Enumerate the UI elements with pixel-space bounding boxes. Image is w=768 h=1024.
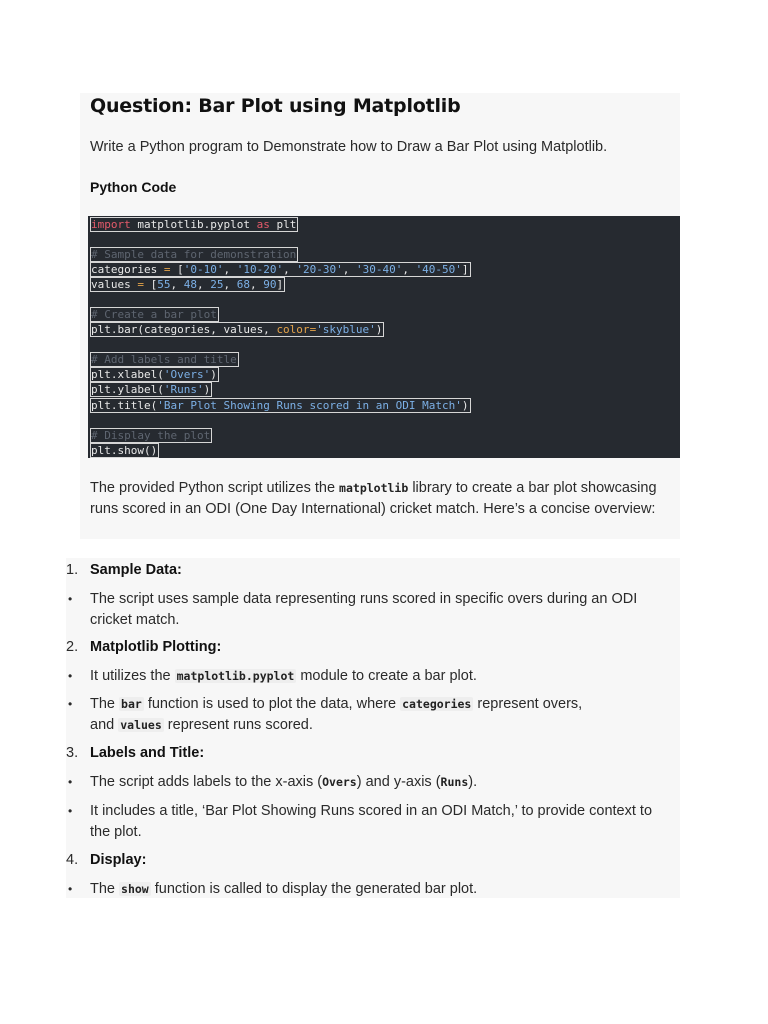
- code-line: plt.bar(categories, values, color='skyblue'): [91, 323, 383, 336]
- inline-code: values: [120, 717, 162, 732]
- list-item: • The bar function is used to plot the data, where categories represent overs, and values represent runs scored.: [68, 696, 583, 733]
- inline-code: Overs: [322, 775, 357, 789]
- list-step: [66, 637, 675, 658]
- bullet-icon: •: [68, 775, 73, 789]
- step-number: 1.: [66, 562, 79, 578]
- code-line: plt.title('Bar Plot Showing Runs scored in an ODI Match'): [91, 399, 469, 412]
- code-comment: # Sample data for demonstration: [91, 248, 297, 261]
- bullet-icon: •: [68, 669, 73, 683]
- summary-paragraph: The provided Python script utilizes the matplotlib library to create a bar plot showcasing runs scored in an ODI (One Day International) cricket match. Here’s a concise overview:: [90, 480, 657, 517]
- inline-code: matplotlib: [339, 481, 409, 495]
- step-number: 3.: [66, 745, 79, 761]
- step-title: Matplotlib Plotting:: [90, 639, 222, 655]
- bullet-icon: •: [68, 697, 73, 711]
- code-line: plt.show(): [91, 444, 158, 457]
- list-step: [66, 743, 675, 764]
- question-text: Write a Python program to Demonstrate how to Draw a Bar Plot using Matplotlib.: [90, 139, 608, 155]
- inline-code: categories: [402, 697, 472, 711]
- step-number: 2.: [66, 639, 79, 655]
- step-title: Labels and Title:: [90, 745, 205, 761]
- code-line: values = [55, 48, 25, 68, 90]: [91, 278, 284, 291]
- code-comment: # Create a bar plot: [91, 308, 217, 321]
- list-item: • The script uses sample data representing runs scored in specific overs during an ODI cricket match.: [68, 591, 638, 628]
- code-line: categories = ['0-10', '10-20', '20-30', '30-40', '40-50']: [91, 263, 469, 276]
- code-comment: # Display the plot: [91, 429, 211, 442]
- code-heading: Python Code: [90, 179, 177, 195]
- list-item: • The show function is called to display the generated bar plot.: [90, 879, 675, 900]
- step-title: Sample Data:: [90, 562, 182, 578]
- code-line: plt.xlabel('Overs'): [91, 368, 217, 381]
- page-title: Question: Bar Plot using Matplotlib: [90, 95, 461, 117]
- code-line: import matplotlib.pyplot as plt: [91, 218, 297, 231]
- list-step: [66, 850, 675, 871]
- step-title: Display:: [90, 852, 147, 868]
- inline-code: Runs: [440, 775, 469, 789]
- bullet-icon: •: [68, 804, 73, 818]
- code-comment: # Add labels and title: [91, 353, 237, 366]
- inline-code: show: [121, 882, 149, 896]
- list-item: • It includes a title, ‘Bar Plot Showing Runs scored in an ODI Match,’ to provide context to the plot.: [68, 803, 653, 840]
- step-number: 4.: [66, 852, 79, 868]
- inline-code: bar: [121, 697, 142, 711]
- inline-code: matplotlib.pyplot: [176, 669, 295, 683]
- list-item: • The script adds labels to the x-axis (Overs) and y-axis (Runs).: [90, 772, 675, 793]
- list-item: • It utilizes the matplotlib.pyplot module to create a bar plot.: [90, 666, 675, 687]
- list-step: [66, 560, 675, 581]
- bullet-icon: •: [68, 592, 73, 606]
- bullet-icon: •: [68, 882, 73, 896]
- code-line: plt.ylabel('Runs'): [91, 383, 211, 396]
